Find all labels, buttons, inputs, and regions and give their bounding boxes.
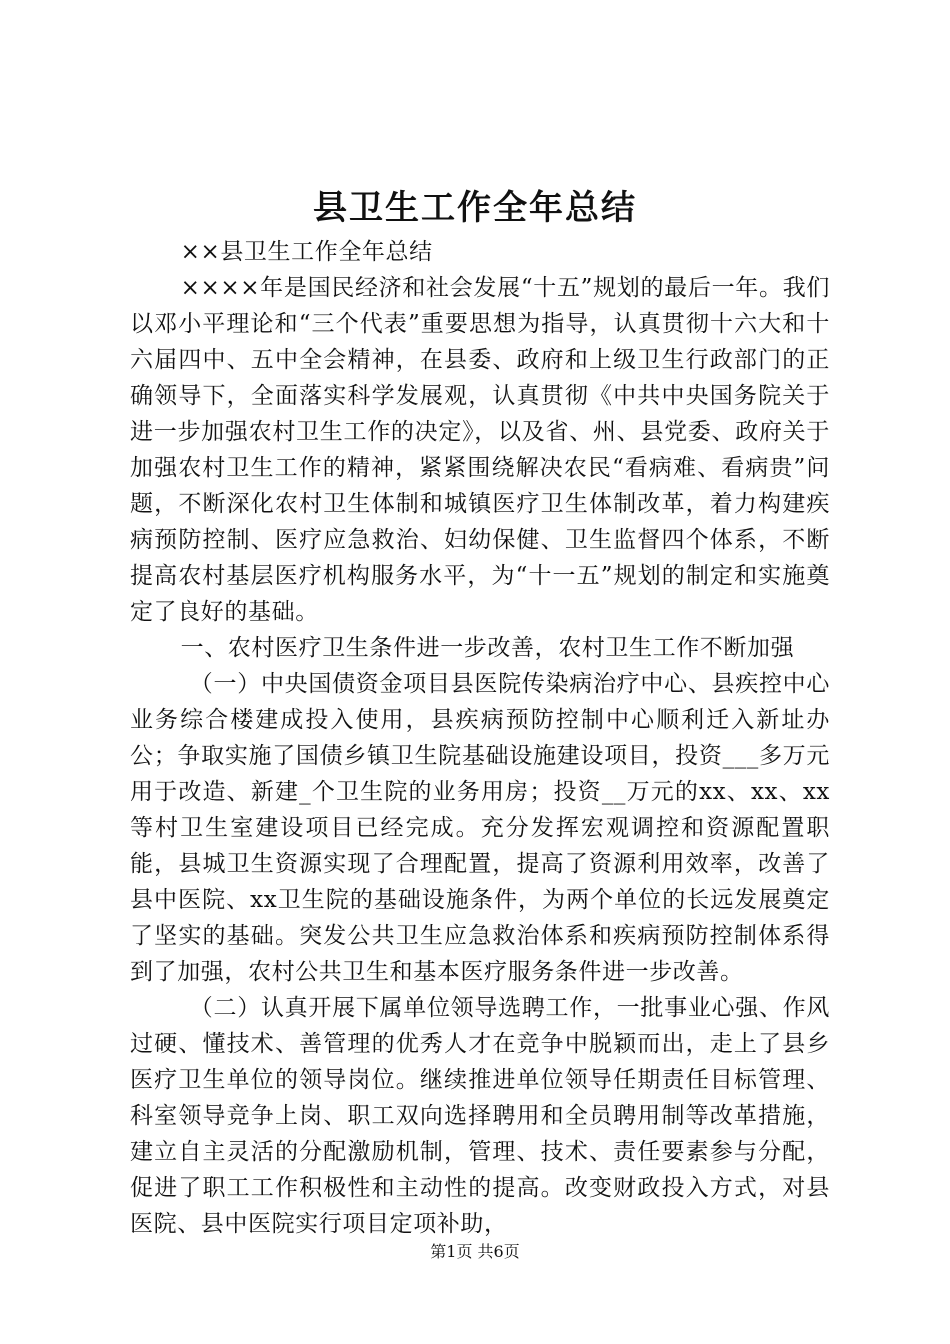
document-title: 县卫生工作全年总结 <box>313 188 637 228</box>
paragraph-intro: ××××年是国民经济和社会发展“十五”规划的最后一年。我们以邓小平理论和“三个代表”重要思想为指导，认真贯彻十六大和十六届四中、五中全会精神，在县委、政府和上级卫生行政部门的正确领导下，全面落实科学发展观，认真贯彻《中共中央国务院关于进一步加强农村卫生工作的决定》，以及省、州、县党委、政府关于加强农村卫生工作的精神，紧紧围绕解决农民“看病难、看病贵”问题，不断深化农村卫生体制和城镇医疗卫生体制改革，着力构建疾病预防控制、医疗应急救治、妇幼保健、卫生监督四个体系，不断提高农村基层医疗机构服务水平，为“十一五”规划的制定和实施奠定了良好的基础。 <box>130 275 830 625</box>
page-footer: 第1页 共6页 <box>430 1242 520 1261</box>
document-body <box>130 234 830 1242</box>
section-heading-1: 一、农村医疗卫生条件进一步改善，农村卫生工作不断加强 <box>180 635 795 661</box>
paragraph-subtitle: ××县卫生工作全年总结 <box>180 239 433 265</box>
paragraph-item-1: （一）中央国债资金项目县医院传染病治疗中心、县疾控中心业务综合楼建成投入使用，县疾病预防控制中心顺利迁入新址办公；争取实施了国债乡镇卫生院基础设施建设项目，投资___多万元用于改造、新建_个卫生院的业务用房；投资__万元的xx、xx、xx等村卫生室建设项目已经完成。充分发挥宏观调控和资源配置职能，县城卫生资源实现了合理配置，提高了资源利用效率，改善了县中医院、xx卫生院的基础设施条件，为两个单位的长远发展奠定了坚实的基础。突发公共卫生应急救治体系和疾病预防控制体系得到了加强，农村公共卫生和基本医疗服务条件进一步改善。 <box>130 671 830 985</box>
paragraph-item-2: （二）认真开展下属单位领导选聘工作，一批事业心强、作风过硬、懂技术、善管理的优秀人才在竞争中脱颖而出，走上了县乡医疗卫生单位的领导岗位。继续推进单位领导任期责任目标管理、科室领导竞争上岗、职工双向选择聘用和全员聘用制等改革措施，建立自主灵活的分配激励机制，管理、技术、责任要素参与分配，促进了职工工作积极性和主动性的提高。改变财政投入方式，对县医院、县中医院实行项目定项补助， <box>130 995 830 1237</box>
